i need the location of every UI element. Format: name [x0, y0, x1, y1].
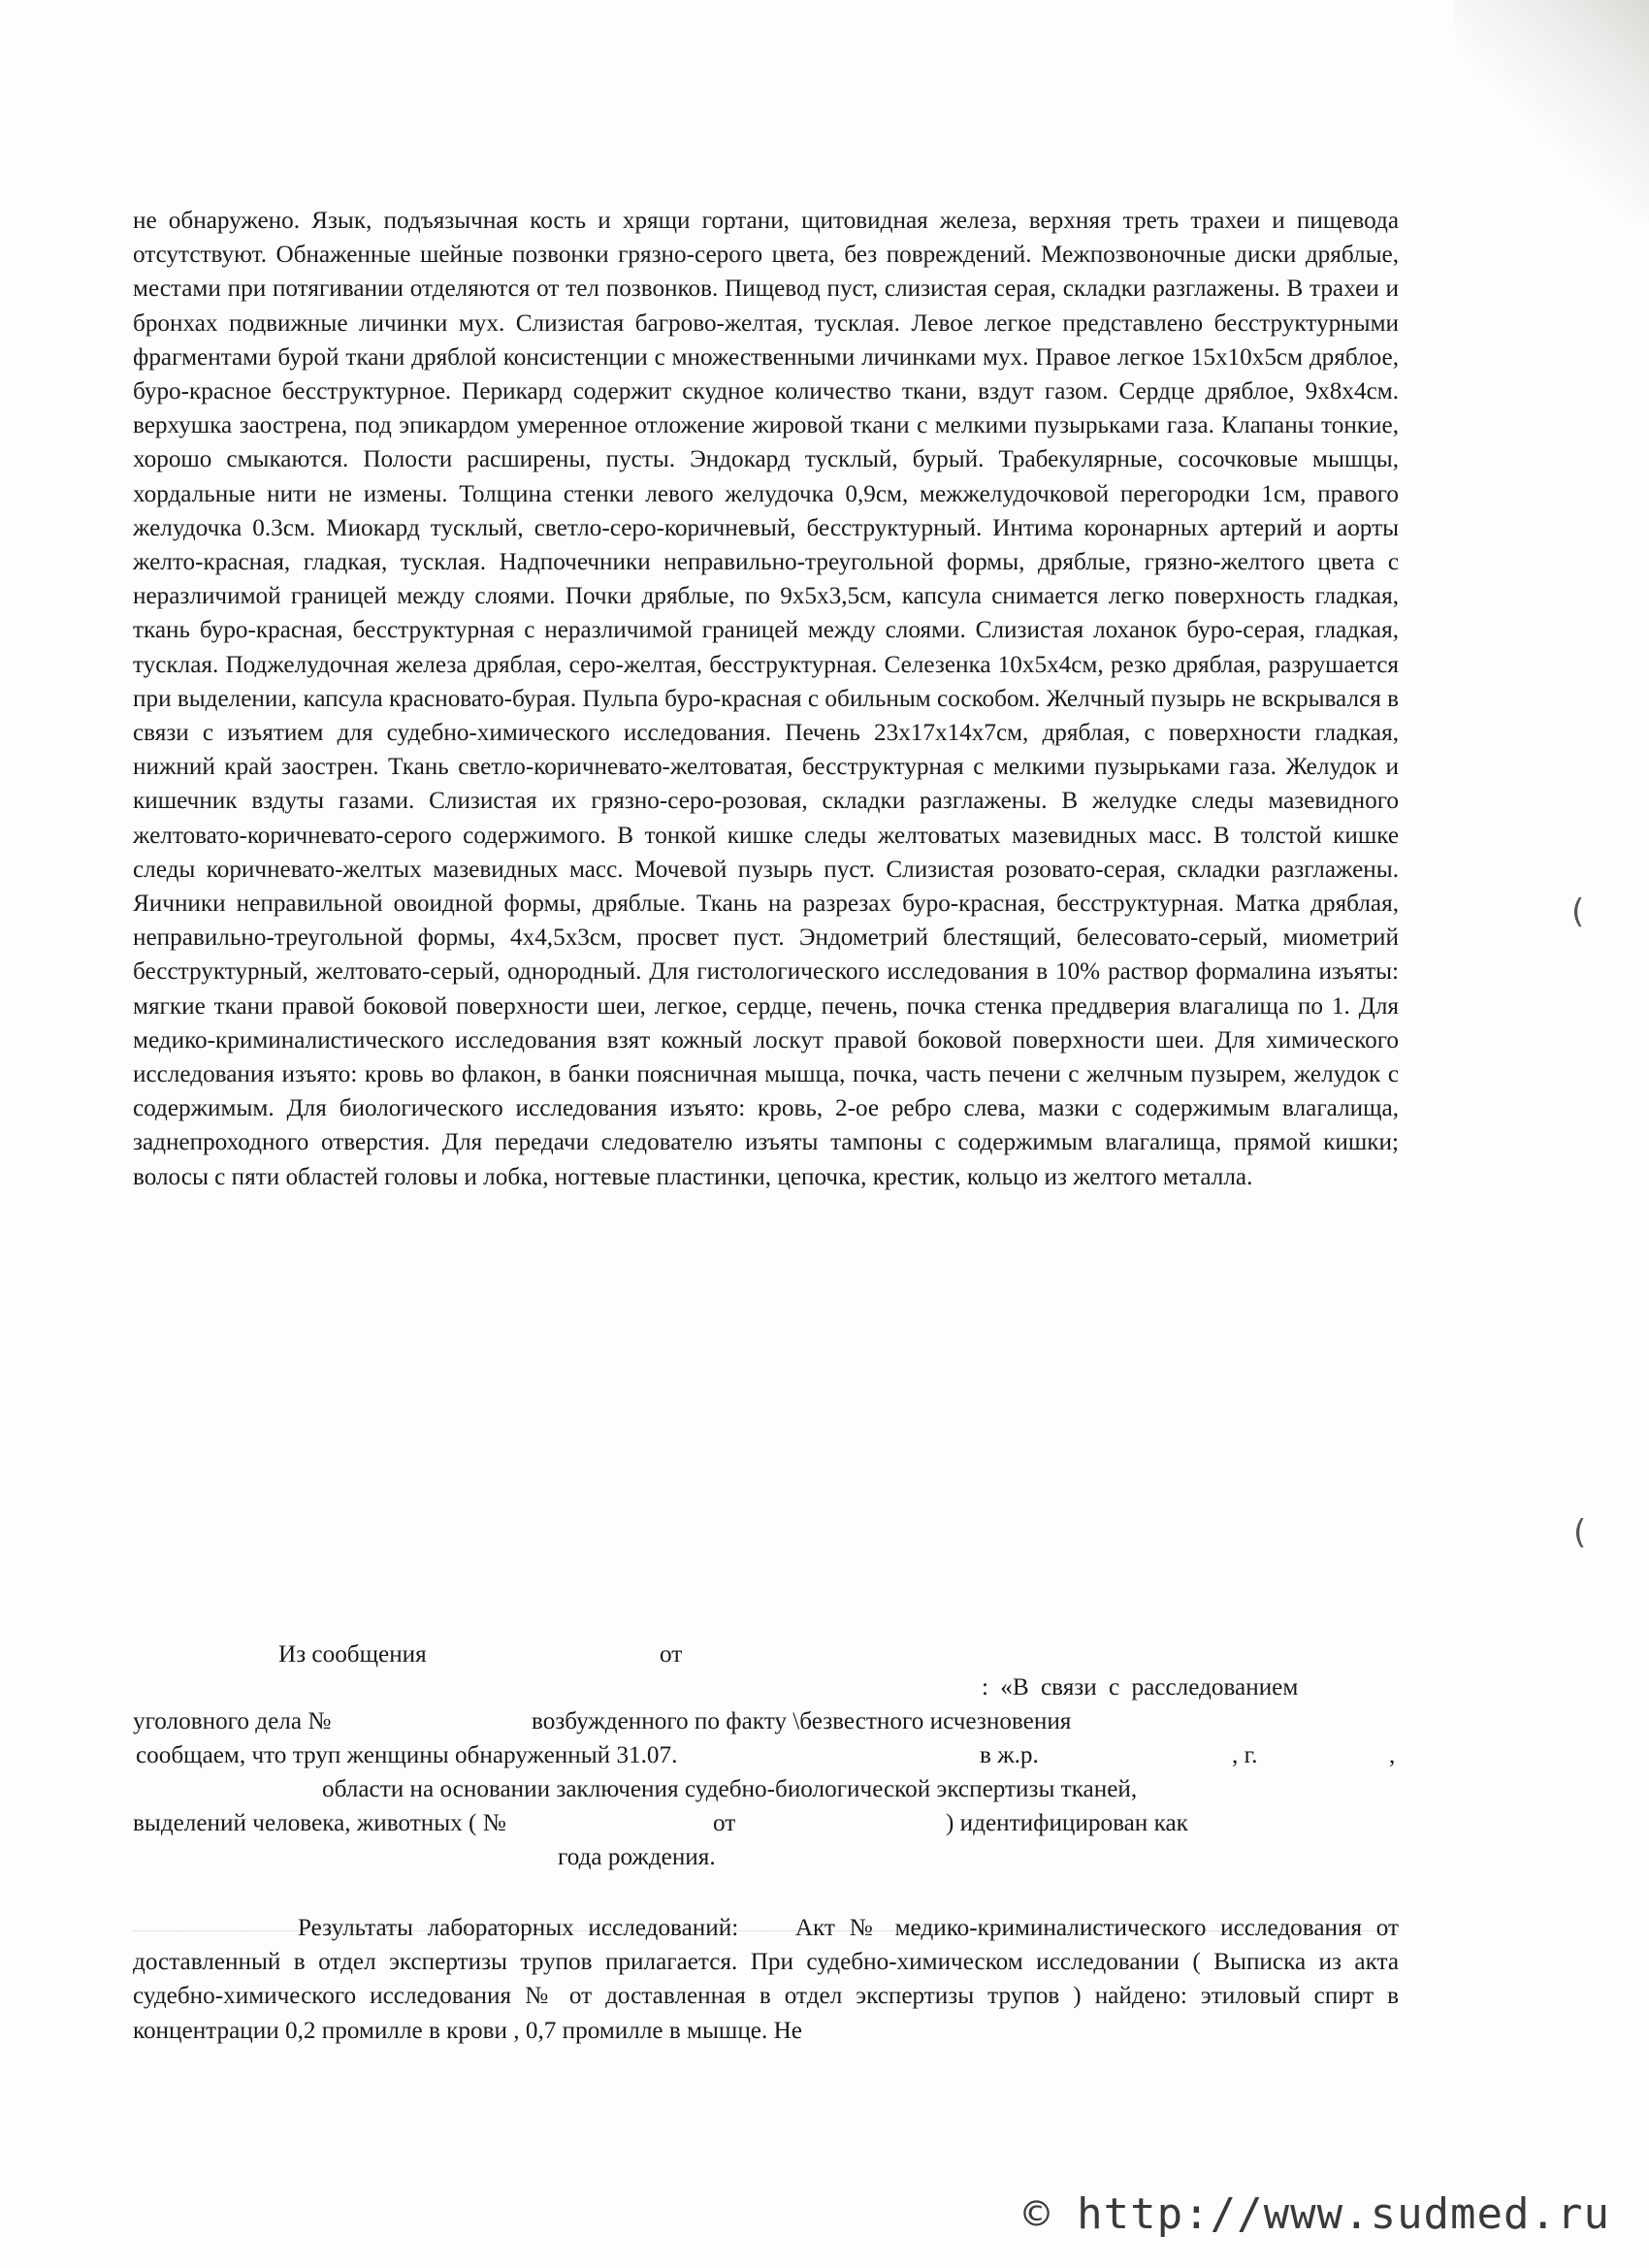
notice-identified: ) идентифицирован как	[946, 1810, 1188, 1836]
notice-case-number: уголовного дела №	[133, 1708, 332, 1734]
notice-comma: ,	[1389, 1742, 1396, 1768]
lab-results-section	[133, 1911, 1399, 2048]
notice-expertise-date: от	[713, 1810, 736, 1836]
notice-intro: Из сообщения	[278, 1641, 427, 1668]
notice-quote-start: : «В связи с расследованием	[982, 1674, 1299, 1701]
notice-city: , г.	[1232, 1742, 1258, 1768]
lab-results-heading: Результаты лабораторных исследований:	[298, 1915, 739, 1941]
autopsy-paragraph: не обнаружено. Язык, подъязычная кость и хрящи гортани, щитовидная железа, верхняя треть трахеи и пищевода отсутствуют. Обнаженные шейные позвонки грязно-серого цвета, без повреждений. Межпозвоночные диски дряблые, местами при потягивании отделяются от тел позвонков. Пищевод пуст, слизистая серая, складки разглажены. В трахеи и бронхах подвижные личинки мух. Слизистая багрово-желтая, тусклая. Левое легкое представлено бесструктурными фрагментами бурой ткани дряблой консистенции с множественными личинками мух. Правое легкое 15х10х5см дряблое, буро-красное бесструктурное. Перикард содержит скудное количество ткани, вздут газом. Сердце дряблое, 9х8х4см. верхушка заострена, под эпикардом умеренное отложение жировой ткани с мелкими пузырьками газа. Клапаны тонкие, хорошо смыкаются. Полости расширены, пусты. Эндокард тусклый, бурый. Трабекулярные, сосочковые мышцы, хордальные нити не измены. Толщина стенки левого желудочка 0,9см, межжелудочковой перегородки 1см, правого желудочка 0.3см. Миокард тусклый, светло-серо-коричневый, бесструктурный. Интима коронарных артерий и аорты желто-красная, гладкая, тусклая. Надпочечники неправильно-треугольной формы, дряблые, грязно-желтого цвета с неразличимой границей между слоями. Почки дряблые, по 9х5х3,5см, капсула снимается легко поверхность гладкая, ткань буро-красная, бесструктурная с неразличимой границей между слоями. Слизистая лоханок буро-серая, гладкая, тусклая. Поджелудочная железа дряблая, серо-желтая, бесструктурная. Селезенка 10х5х4см, резко дряблая, разрушается при выделении, капсула красновато-бурая. Пульпа буро-красная с обильным соскобом. Желчный пузырь не вскрывался в связи с изъятием для судебно-химического исследования. Печень 23х17х14х7см, дряблая, с поверхности гладкая, нижний край заострен. Ткань светло-коричневато-желтоватая, бесструктурная с мелкими пузырьками газа. Желудок и кишечник вздуты газами. Слизистая их грязно-серо-розовая, складки разглажены. В желудке следы мазевидного желтовато-коричневато-серого содержимого. В тонкой кишке следы желтоватых мазевидных масс. В толстой кишке следы коричневато-желтых мазевидных масс. Мочевой пузырь пуст. Слизистая розовато-серая, складки разглажены. Яичники неправильной овоидной формы, дряблые. Ткань на разрезах буро-красная, бесструктурная. Матка дряблая, неправильно-треугольной формы, 4х4,5х3см, просвет пуст. Эндометрий блестящий, белесовато-серый, миометрий бесструктурный, желтовато-серый, однородный. Для гистологического исследования в 10% раствор формалина изъяты: мягкие ткани правой боковой поверхности шеи, легкое, сердце, печень, почка стенка преддверия влагалища по 1. Для медико-криминалистического исследования взят кожный лоскут правой боковой поверхности шеи. Для химического исследования изъято: кровь во флакон, в банки поясничная мышца, почка, часть печени с желчным пузырем, желудок с содержимым. Для биологического исследования изъято: кровь, 2-ое ребро слева, мазки с содержимым влагалища, заднепроходного отверстия. Для передачи следователю изъяты тампоны с содержимым влагалища, прямой кишки; волосы с пяти областей головы и лобка, ногтевые пластинки, цепочка, крестик, кольцо из желтого металла.	[133, 208, 1399, 1190]
notice-expertise: выделений человека, животных ( №	[133, 1810, 506, 1836]
notice-from: от	[660, 1641, 683, 1668]
notice-case-reason: возбужденного по факту \безвестного исчезновения	[532, 1708, 1072, 1734]
watermark: © http://www.sudmed.ru	[1023, 2189, 1610, 2239]
notice-region: области на основании заключения судебно-биологической экспертизы тканей,	[322, 1776, 1138, 1802]
lab-results-text: Акт № медико-криминалистического исследования от доставленный в отдел экспертизы трупов прилагается. При судебно-химическом исследовании ( Выписка из акта судебно-химического исследования № от доставленная в отдел экспертизы трупов ) найдено: этиловый спирт в концентрации 0,2 промилле в крови , 0,7 промилле в мышце. Не	[133, 1915, 1399, 2044]
notice-found-date: сообщаем, что труп женщины обнаруженный 31.07.	[136, 1742, 678, 1768]
autopsy-findings-text	[133, 204, 1399, 1194]
notice-location: в ж.р.	[980, 1742, 1039, 1768]
notice-birth-year: года рождения.	[558, 1844, 716, 1870]
margin-mark: (	[1573, 1513, 1587, 1552]
margin-mark: (	[1571, 892, 1585, 931]
page-corner-shadow	[1455, 0, 1649, 223]
